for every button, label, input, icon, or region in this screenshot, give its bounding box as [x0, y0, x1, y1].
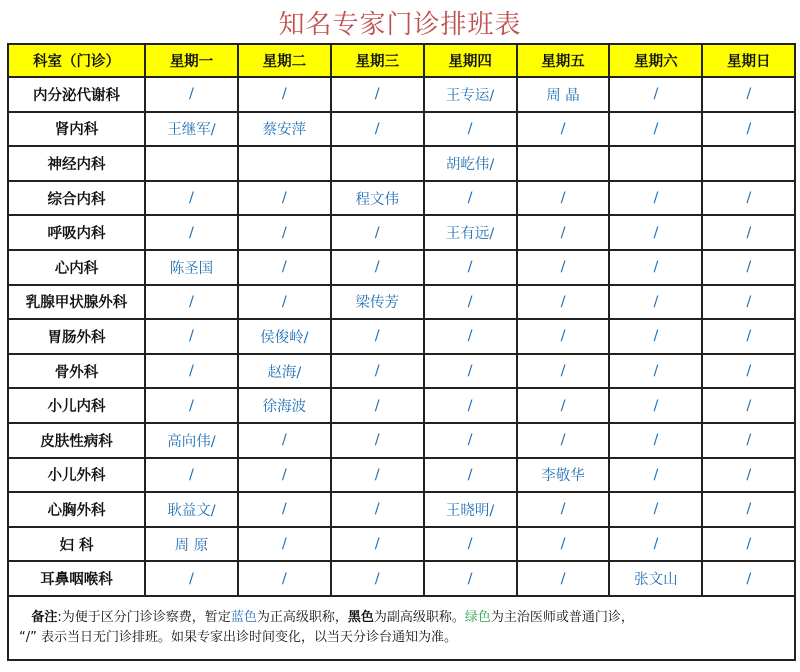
dept-cell: 耳鼻咽喉科 — [8, 561, 145, 596]
schedule-cell: / — [609, 215, 702, 250]
schedule-cell: / — [331, 77, 424, 112]
schedule-cell: 周 晶 — [517, 77, 610, 112]
schedule-cell: / — [424, 319, 517, 354]
table-row — [8, 285, 795, 320]
schedule-cell: / — [609, 458, 702, 493]
schedule-cell: / — [517, 215, 610, 250]
table-row — [8, 388, 795, 423]
schedule-cell: / — [424, 354, 517, 389]
schedule-cell: / — [609, 181, 702, 216]
schedule-cell: 赵海/ — [238, 354, 331, 389]
note — [8, 596, 795, 660]
schedule-cell: / — [517, 181, 610, 216]
table-row — [8, 561, 795, 596]
header-row — [8, 44, 795, 77]
schedule-cell: / — [145, 458, 238, 493]
schedule-cell: / — [331, 250, 424, 285]
schedule-cell: / — [609, 112, 702, 147]
schedule-cell: / — [702, 250, 795, 285]
schedule-cell: / — [145, 561, 238, 596]
schedule-cell: / — [424, 181, 517, 216]
schedule-cell: / — [145, 181, 238, 216]
dept-cell: 内分泌代谢科 — [8, 77, 145, 112]
header-sun: 星期日 — [702, 44, 795, 77]
schedule-cell: / — [424, 561, 517, 596]
schedule-cell: / — [609, 388, 702, 423]
schedule-cell: / — [609, 354, 702, 389]
table-row — [8, 181, 795, 216]
schedule-cell: / — [424, 527, 517, 562]
note-text: :为便于区分门诊诊察费，暂定 — [57, 609, 231, 625]
schedule-cell: / — [238, 181, 331, 216]
schedule-cell: / — [517, 423, 610, 458]
schedule-cell: / — [609, 423, 702, 458]
note-black: 黑色 — [347, 609, 374, 625]
schedule-cell: / — [145, 285, 238, 320]
dept-cell: 肾内科 — [8, 112, 145, 147]
schedule-cell: / — [145, 319, 238, 354]
dept-cell: 小儿内科 — [8, 388, 145, 423]
dept-cell: 乳腺甲状腺外科 — [8, 285, 145, 320]
schedule-cell: / — [609, 250, 702, 285]
schedule-cell: / — [702, 215, 795, 250]
page-title: 知名专家门诊排班表 — [278, 10, 522, 40]
schedule-cell: / — [517, 250, 610, 285]
schedule-cell: / — [238, 492, 331, 527]
schedule-cell: / — [424, 285, 517, 320]
schedule-cell — [517, 146, 610, 181]
schedule-cell: / — [517, 319, 610, 354]
schedule-cell: / — [238, 561, 331, 596]
schedule-cell: / — [331, 388, 424, 423]
dept-cell: 心内科 — [8, 250, 145, 285]
schedule-cell: 陈圣国 — [145, 250, 238, 285]
schedule-cell — [331, 146, 424, 181]
dept-cell: 综合内科 — [8, 181, 145, 216]
schedule-cell: / — [331, 112, 424, 147]
table-row — [8, 77, 795, 112]
schedule-cell: / — [145, 388, 238, 423]
schedule-cell: / — [517, 492, 610, 527]
schedule-cell: / — [331, 423, 424, 458]
schedule-cell: / — [702, 423, 795, 458]
schedule-cell: / — [331, 215, 424, 250]
schedule-cell: / — [424, 112, 517, 147]
header-sat: 星期六 — [609, 44, 702, 77]
schedule-table — [7, 43, 796, 661]
schedule-cell: / — [609, 527, 702, 562]
schedule-cell: / — [702, 112, 795, 147]
schedule-cell: / — [145, 215, 238, 250]
header-tue: 星期二 — [238, 44, 331, 77]
schedule-cell: / — [424, 423, 517, 458]
schedule-cell: / — [517, 285, 610, 320]
schedule-cell: 周 原 — [145, 527, 238, 562]
note-blue: 蓝色 — [230, 609, 257, 625]
schedule-cell: / — [238, 527, 331, 562]
dept-cell: 心胸外科 — [8, 492, 145, 527]
schedule-cell: 李敬华 — [517, 458, 610, 493]
schedule-cell: / — [517, 354, 610, 389]
schedule-cell: / — [517, 527, 610, 562]
schedule-cell: 蔡安萍 — [238, 112, 331, 147]
dept-cell: 呼吸内科 — [8, 215, 145, 250]
schedule-cell: / — [238, 285, 331, 320]
note-row — [8, 596, 795, 660]
schedule-cell: / — [702, 561, 795, 596]
header-dept: 科室（门诊） — [8, 44, 145, 77]
schedule-cell: 高向伟/ — [145, 423, 238, 458]
schedule-cell: / — [702, 319, 795, 354]
schedule-cell: / — [702, 181, 795, 216]
schedule-cell: / — [238, 458, 331, 493]
schedule-cell: / — [702, 77, 795, 112]
header-wed: 星期三 — [331, 44, 424, 77]
dept-cell: 骨外科 — [8, 354, 145, 389]
dept-cell: 小儿外科 — [8, 458, 145, 493]
note-label: 备注 — [31, 609, 58, 625]
table-row — [8, 250, 795, 285]
schedule-cell: / — [609, 77, 702, 112]
schedule-cell: 王专运/ — [424, 77, 517, 112]
table-row — [8, 423, 795, 458]
schedule-cell: / — [331, 458, 424, 493]
schedule-cell: 耿益文/ — [145, 492, 238, 527]
schedule-cell — [702, 146, 795, 181]
note-text: 为副高级职称。 — [373, 609, 465, 625]
schedule-cell: / — [517, 561, 610, 596]
schedule-cell: / — [424, 250, 517, 285]
table-row — [8, 215, 795, 250]
schedule-cell: / — [517, 112, 610, 147]
table-row — [8, 492, 795, 527]
note-text: 为主治医师或普通门诊， — [490, 609, 634, 625]
schedule-cell: / — [702, 285, 795, 320]
schedule-cell: / — [609, 492, 702, 527]
schedule-cell: / — [145, 77, 238, 112]
schedule-cell — [609, 146, 702, 181]
table-row — [8, 319, 795, 354]
schedule-cell: 胡屹伟/ — [424, 146, 517, 181]
dept-cell: 胃肠外科 — [8, 319, 145, 354]
schedule-cell: / — [331, 561, 424, 596]
header-mon: 星期一 — [145, 44, 238, 77]
schedule-cell: / — [702, 458, 795, 493]
schedule-cell: / — [238, 215, 331, 250]
schedule-cell: 程文伟 — [331, 181, 424, 216]
schedule-cell: / — [145, 354, 238, 389]
schedule-cell: / — [702, 527, 795, 562]
schedule-cell: / — [609, 285, 702, 320]
schedule-cell: / — [702, 354, 795, 389]
dept-cell: 神经内科 — [8, 146, 145, 181]
schedule-cell: 徐海波 — [238, 388, 331, 423]
schedule-cell: / — [238, 250, 331, 285]
schedule-cell: / — [424, 458, 517, 493]
note-text: 为正高级职称， — [256, 609, 348, 625]
schedule-cell: / — [331, 319, 424, 354]
schedule-cell: / — [238, 77, 331, 112]
table-row — [8, 354, 795, 389]
schedule-cell: 张文山 — [609, 561, 702, 596]
schedule-cell: 王有远/ — [424, 215, 517, 250]
schedule-cell — [145, 146, 238, 181]
schedule-cell: 王晓明/ — [424, 492, 517, 527]
schedule-cell: / — [331, 527, 424, 562]
dept-cell: 妇 科 — [8, 527, 145, 562]
note-green: 绿色 — [464, 609, 491, 625]
header-thu: 星期四 — [424, 44, 517, 77]
schedule-cell: 侯俊岭/ — [238, 319, 331, 354]
schedule-cell — [238, 146, 331, 181]
schedule-cell: 王继军/ — [145, 112, 238, 147]
schedule-cell: / — [517, 388, 610, 423]
note-line2: “/” 表示当日无门诊排班。如果专家出诊时间变化，以当天分诊台通知为准。 — [19, 629, 457, 645]
schedule-cell: / — [331, 354, 424, 389]
schedule-cell: / — [424, 388, 517, 423]
schedule-cell: / — [609, 319, 702, 354]
table-row — [8, 146, 795, 181]
table-row — [8, 458, 795, 493]
header-fri: 星期五 — [517, 44, 610, 77]
schedule-cell: 梁传芳 — [331, 285, 424, 320]
dept-cell: 皮肤性病科 — [8, 423, 145, 458]
schedule-cell: / — [238, 423, 331, 458]
schedule-cell: / — [702, 492, 795, 527]
schedule-cell: / — [331, 492, 424, 527]
table-row — [8, 527, 795, 562]
schedule-cell: / — [702, 388, 795, 423]
table-row — [8, 112, 795, 147]
